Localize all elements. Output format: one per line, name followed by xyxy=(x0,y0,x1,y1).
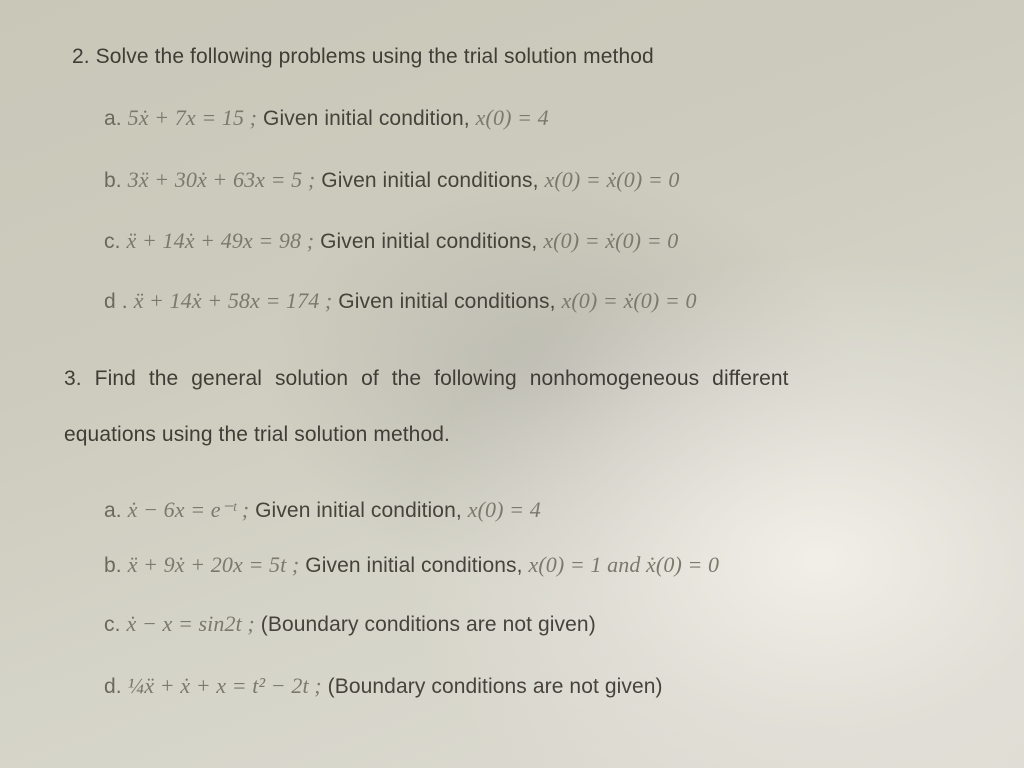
item-label: a. xyxy=(104,107,122,130)
q2-item-d xyxy=(104,288,697,314)
q3-item-a xyxy=(104,497,541,523)
q2-item-b xyxy=(104,167,680,193)
equation: 3ẍ + 30ẋ + 63x = 5 ; xyxy=(127,167,316,192)
item-label: c. xyxy=(104,230,121,253)
condition-text: Given initial conditions, xyxy=(338,290,556,313)
condition-value: x(0) = 4 xyxy=(475,105,549,130)
condition-text: Given initial conditions, xyxy=(305,554,523,577)
item-label: a. xyxy=(104,499,122,522)
q3-heading-line2: equations using the trial solution method. xyxy=(64,423,450,446)
item-label: b. xyxy=(104,169,122,192)
q2-item-a xyxy=(104,105,549,131)
item-label: d. xyxy=(104,675,122,698)
condition-value: x(0) = ẋ(0) = 0 xyxy=(544,167,680,192)
item-label: d . xyxy=(104,290,128,313)
equation: ẍ + 14ẋ + 49x = 98 ; xyxy=(126,228,315,253)
condition-text: (Boundary conditions are not given) xyxy=(327,675,663,698)
condition-text: Given initial condition, xyxy=(263,107,470,130)
equation: ẋ − x = sin2t ; xyxy=(126,611,255,636)
equation: ẋ − 6x = e⁻ᵗ ; xyxy=(127,497,250,522)
q3-item-b xyxy=(104,552,719,578)
condition-value: x(0) = ẋ(0) = 0 xyxy=(561,288,697,313)
condition-value: x(0) = 4 xyxy=(467,497,541,522)
item-label: c. xyxy=(104,613,121,636)
equation: 5ẋ + 7x = 15 ; xyxy=(127,105,258,130)
q3-item-d xyxy=(104,673,663,699)
condition-text: Given initial conditions, xyxy=(320,230,538,253)
condition-value: x(0) = 1 and ẋ(0) = 0 xyxy=(528,552,720,577)
equation: ẍ + 9ẋ + 20x = 5t ; xyxy=(127,552,300,577)
condition-text: Given initial conditions, xyxy=(321,169,539,192)
condition-text: Given initial condition, xyxy=(255,499,462,522)
q3-item-c xyxy=(104,611,596,637)
condition-text: (Boundary conditions are not given) xyxy=(260,613,596,636)
q3-heading-line1: 3. Find the general solution of the following nonhomogeneous different xyxy=(64,367,789,390)
equation: ¼ẍ + ẋ + x = t² − 2t ; xyxy=(127,673,322,698)
q2-heading: 2. Solve the following problems using the trial solution method xyxy=(72,45,654,68)
equation: ẍ + 14ẋ + 58x = 174 ; xyxy=(133,288,333,313)
item-label: b. xyxy=(104,554,122,577)
condition-value: x(0) = ẋ(0) = 0 xyxy=(543,228,679,253)
q2-item-c xyxy=(104,228,678,254)
